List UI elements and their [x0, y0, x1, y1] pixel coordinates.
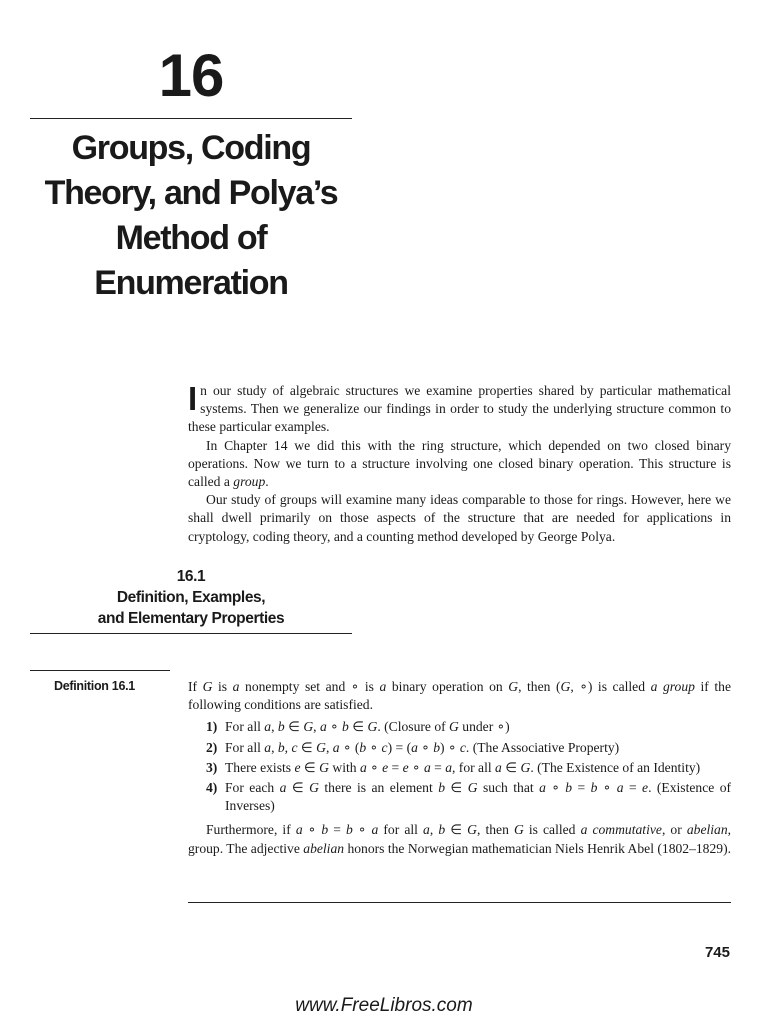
chapter-number: 16	[158, 42, 224, 109]
definition-body	[188, 678, 731, 858]
condition-number: 3)	[206, 759, 218, 775]
condition-item	[188, 739, 731, 757]
definition-intro: If G is a nonempty set and ∘ is a binary operation on G, then (G, ∘) is called a group if the following conditions are satisfied.	[188, 679, 731, 713]
condition-item	[188, 759, 731, 777]
chapter-title-line: Method of	[115, 219, 267, 257]
condition-item	[188, 779, 731, 815]
section-rule	[30, 633, 352, 634]
definition-note: Furthermore, if a ∘ b = b ∘ a for all a, b ∈ G, then G is called a commutative, or abelian, group. The adjective abelian honors the Norwegian mathematician Niels Henrik Abel (1802–1829).	[188, 822, 732, 856]
condition-text: For each a ∈ G there is an element b ∈ G such that a ∘ b = b ∘ a = e. (Existence of Inverses)	[225, 780, 732, 814]
drop-cap: I	[188, 380, 198, 417]
intro-paragraph-text: .	[265, 474, 269, 490]
definition-conditions	[188, 718, 731, 815]
definition-rule	[30, 670, 170, 671]
definition-bottom-rule	[188, 902, 731, 903]
condition-number: 2)	[206, 739, 218, 755]
intro-paragraph-text: In Chapter 14 we did this with the ring structure, which depended on two closed binary operations. Now we turn to a structure involving one closed binary operation. This structure is called a	[188, 437, 731, 490]
page-number: 745	[704, 944, 730, 961]
chapter-title-line: Groups, Coding	[71, 129, 311, 167]
condition-text: For all a, b, c ∈ G, a ∘ (b ∘ c) = (a ∘ b) ∘ c. (The Associative Property)	[225, 739, 620, 755]
condition-number: 1)	[206, 719, 218, 735]
chapter-title	[30, 126, 352, 306]
chapter-intro	[188, 382, 731, 546]
intro-paragraph	[188, 382, 731, 437]
section-title-line: and Elementary Properties	[97, 610, 285, 627]
chapter-rule	[30, 118, 352, 119]
emphasized-term: group	[233, 474, 266, 490]
footer-watermark-url: www.FreeLibros.com	[295, 995, 473, 1016]
condition-number: 4)	[206, 780, 218, 796]
condition-text: There exists e ∈ G with a ∘ e = e ∘ a = a, for all a ∈ G. (The Existence of an Identity)	[225, 759, 701, 775]
section-heading	[30, 566, 352, 629]
intro-paragraph-text: n our study of algebraic structures we examine properties shared by particular mathematical systems. Then we generalize our findings in order to study the underlying structure common to these particular examples.	[188, 383, 731, 435]
intro-paragraph: Our study of groups will examine many ideas comparable to those for rings. However, here we shall dwell primarily on those aspects of the structure that are needed for applications in cryptology, coding theory, and a counting method developed by George Polya.	[188, 492, 731, 544]
condition-item	[188, 718, 731, 736]
condition-text: For all a, b ∈ G, a ∘ b ∈ G. (Closure of G under ∘)	[225, 719, 510, 735]
chapter-title-line: Theory, and Polya’s	[44, 174, 338, 212]
section-number: 16.1	[176, 568, 206, 585]
chapter-title-line: Enumeration	[94, 264, 288, 302]
definition-label: Definition 16.1	[54, 679, 135, 693]
section-title-line: Definition, Examples,	[116, 589, 266, 606]
intro-paragraph	[188, 437, 731, 492]
